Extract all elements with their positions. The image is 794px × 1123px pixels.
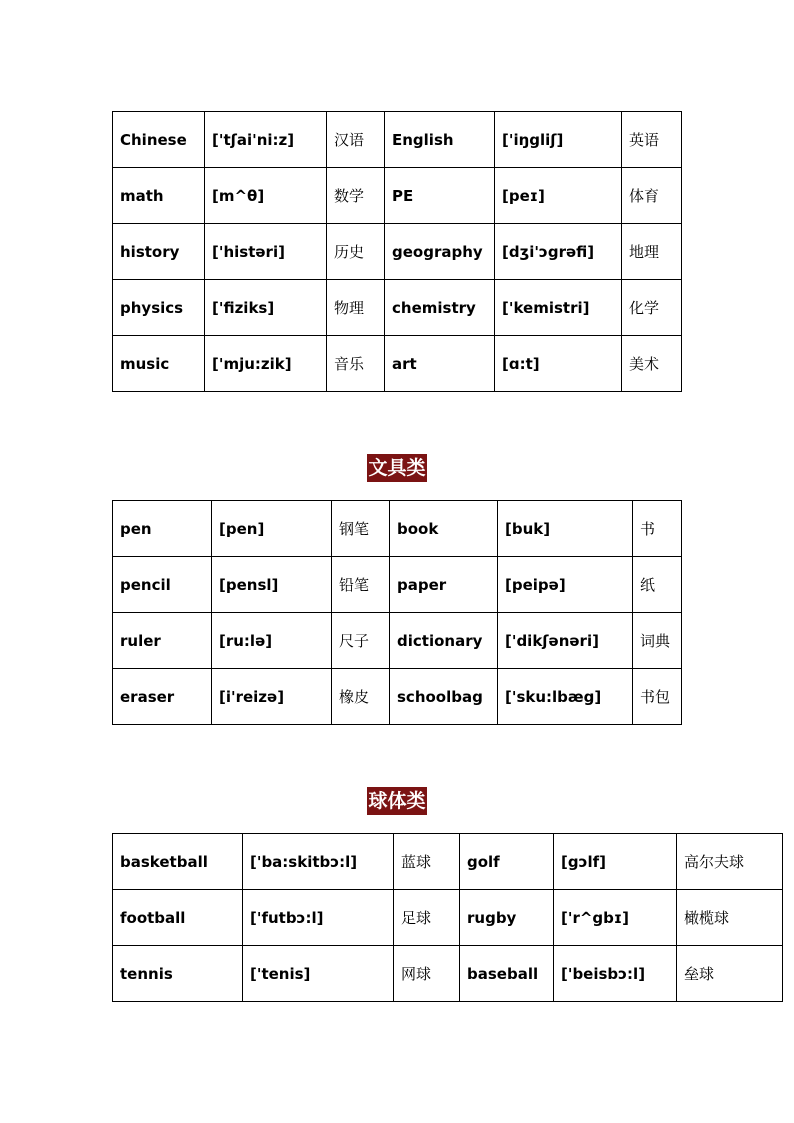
table-row	[113, 280, 682, 336]
cell-meaning-2: 书包	[633, 669, 682, 725]
cell-phonetic-2: [peipə]	[498, 557, 633, 613]
cell-meaning-2: 垒球	[677, 946, 783, 1002]
cell-word-2: paper	[390, 557, 498, 613]
cell-phonetic-1: [pen]	[212, 501, 332, 557]
cell-phonetic-1: ['histəri]	[205, 224, 327, 280]
cell-word-1: music	[113, 336, 205, 392]
subjects-table-body	[113, 112, 682, 392]
cell-meaning-2: 地理	[622, 224, 682, 280]
cell-phonetic-1: ['ba:skitbɔ:l]	[243, 834, 394, 890]
table-row	[113, 946, 783, 1002]
table-row	[113, 557, 682, 613]
cell-meaning-1: 足球	[394, 890, 460, 946]
cell-phonetic-2: ['sku:lbæg]	[498, 669, 633, 725]
cell-word-1: ruler	[113, 613, 212, 669]
cell-phonetic-2: [dʒi'ɔgrəfi]	[495, 224, 622, 280]
balls-heading	[0, 787, 794, 817]
cell-word-2: PE	[385, 168, 495, 224]
table-row	[113, 112, 682, 168]
cell-phonetic-2: ['beisbɔ:l]	[554, 946, 677, 1002]
cell-word-2: schoolbag	[390, 669, 498, 725]
cell-word-1: tennis	[113, 946, 243, 1002]
cell-meaning-1: 历史	[327, 224, 385, 280]
balls-heading-label: 球体类	[367, 787, 426, 815]
cell-word-2: art	[385, 336, 495, 392]
cell-meaning-1: 音乐	[327, 336, 385, 392]
cell-meaning-1: 物理	[327, 280, 385, 336]
cell-word-2: rugby	[460, 890, 554, 946]
cell-phonetic-2: [peɪ]	[495, 168, 622, 224]
cell-phonetic-2: [buk]	[498, 501, 633, 557]
table-row	[113, 834, 783, 890]
cell-word-2: golf	[460, 834, 554, 890]
cell-word-1: basketball	[113, 834, 243, 890]
cell-meaning-1: 蓝球	[394, 834, 460, 890]
cell-word-1: math	[113, 168, 205, 224]
table-row	[113, 890, 783, 946]
cell-meaning-1: 钢笔	[332, 501, 390, 557]
cell-meaning-2: 纸	[633, 557, 682, 613]
cell-phonetic-2: [gɔlf]	[554, 834, 677, 890]
cell-phonetic-1: ['tʃai'ni:z]	[205, 112, 327, 168]
balls-table-body	[113, 834, 783, 1002]
cell-meaning-2: 化学	[622, 280, 682, 336]
cell-word-2: geography	[385, 224, 495, 280]
table-row	[113, 224, 682, 280]
cell-phonetic-1: ['fiziks]	[205, 280, 327, 336]
cell-phonetic-2: [ɑ:t]	[495, 336, 622, 392]
cell-word-2: chemistry	[385, 280, 495, 336]
cell-meaning-1: 网球	[394, 946, 460, 1002]
cell-meaning-2: 高尔夫球	[677, 834, 783, 890]
cell-phonetic-1: [m^θ]	[205, 168, 327, 224]
table-row	[113, 336, 682, 392]
cell-phonetic-2: ['iŋgliʃ]	[495, 112, 622, 168]
cell-word-2: baseball	[460, 946, 554, 1002]
cell-meaning-2: 词典	[633, 613, 682, 669]
stationery-table-body	[113, 501, 682, 725]
table-row	[113, 669, 682, 725]
cell-word-2: book	[390, 501, 498, 557]
balls-vocab-table	[112, 833, 783, 1002]
cell-meaning-1: 铅笔	[332, 557, 390, 613]
cell-meaning-2: 体育	[622, 168, 682, 224]
cell-meaning-1: 数学	[327, 168, 385, 224]
cell-meaning-2: 橄榄球	[677, 890, 783, 946]
cell-word-1: pencil	[113, 557, 212, 613]
cell-phonetic-2: ['r^gbɪ]	[554, 890, 677, 946]
cell-phonetic-1: ['mju:zik]	[205, 336, 327, 392]
stationery-heading-label: 文具类	[367, 454, 426, 482]
cell-phonetic-1: [ru:lə]	[212, 613, 332, 669]
cell-word-2: English	[385, 112, 495, 168]
cell-word-1: eraser	[113, 669, 212, 725]
cell-word-1: pen	[113, 501, 212, 557]
stationery-vocab-table	[112, 500, 682, 725]
cell-phonetic-1: ['futbɔ:l]	[243, 890, 394, 946]
table-row	[113, 168, 682, 224]
table-row	[113, 613, 682, 669]
table-row	[113, 501, 682, 557]
stationery-heading	[0, 454, 794, 484]
cell-meaning-2: 美术	[622, 336, 682, 392]
cell-phonetic-1: [i'reizə]	[212, 669, 332, 725]
cell-word-2: dictionary	[390, 613, 498, 669]
cell-meaning-2: 书	[633, 501, 682, 557]
cell-word-1: history	[113, 224, 205, 280]
cell-phonetic-2: ['kemistri]	[495, 280, 622, 336]
cell-phonetic-1: ['tenis]	[243, 946, 394, 1002]
cell-word-1: Chinese	[113, 112, 205, 168]
cell-phonetic-2: ['dikʃənəri]	[498, 613, 633, 669]
cell-word-1: football	[113, 890, 243, 946]
cell-meaning-1: 汉语	[327, 112, 385, 168]
cell-meaning-1: 橡皮	[332, 669, 390, 725]
cell-meaning-2: 英语	[622, 112, 682, 168]
subjects-vocab-table	[112, 111, 682, 392]
cell-phonetic-1: [pensl]	[212, 557, 332, 613]
cell-meaning-1: 尺子	[332, 613, 390, 669]
cell-word-1: physics	[113, 280, 205, 336]
